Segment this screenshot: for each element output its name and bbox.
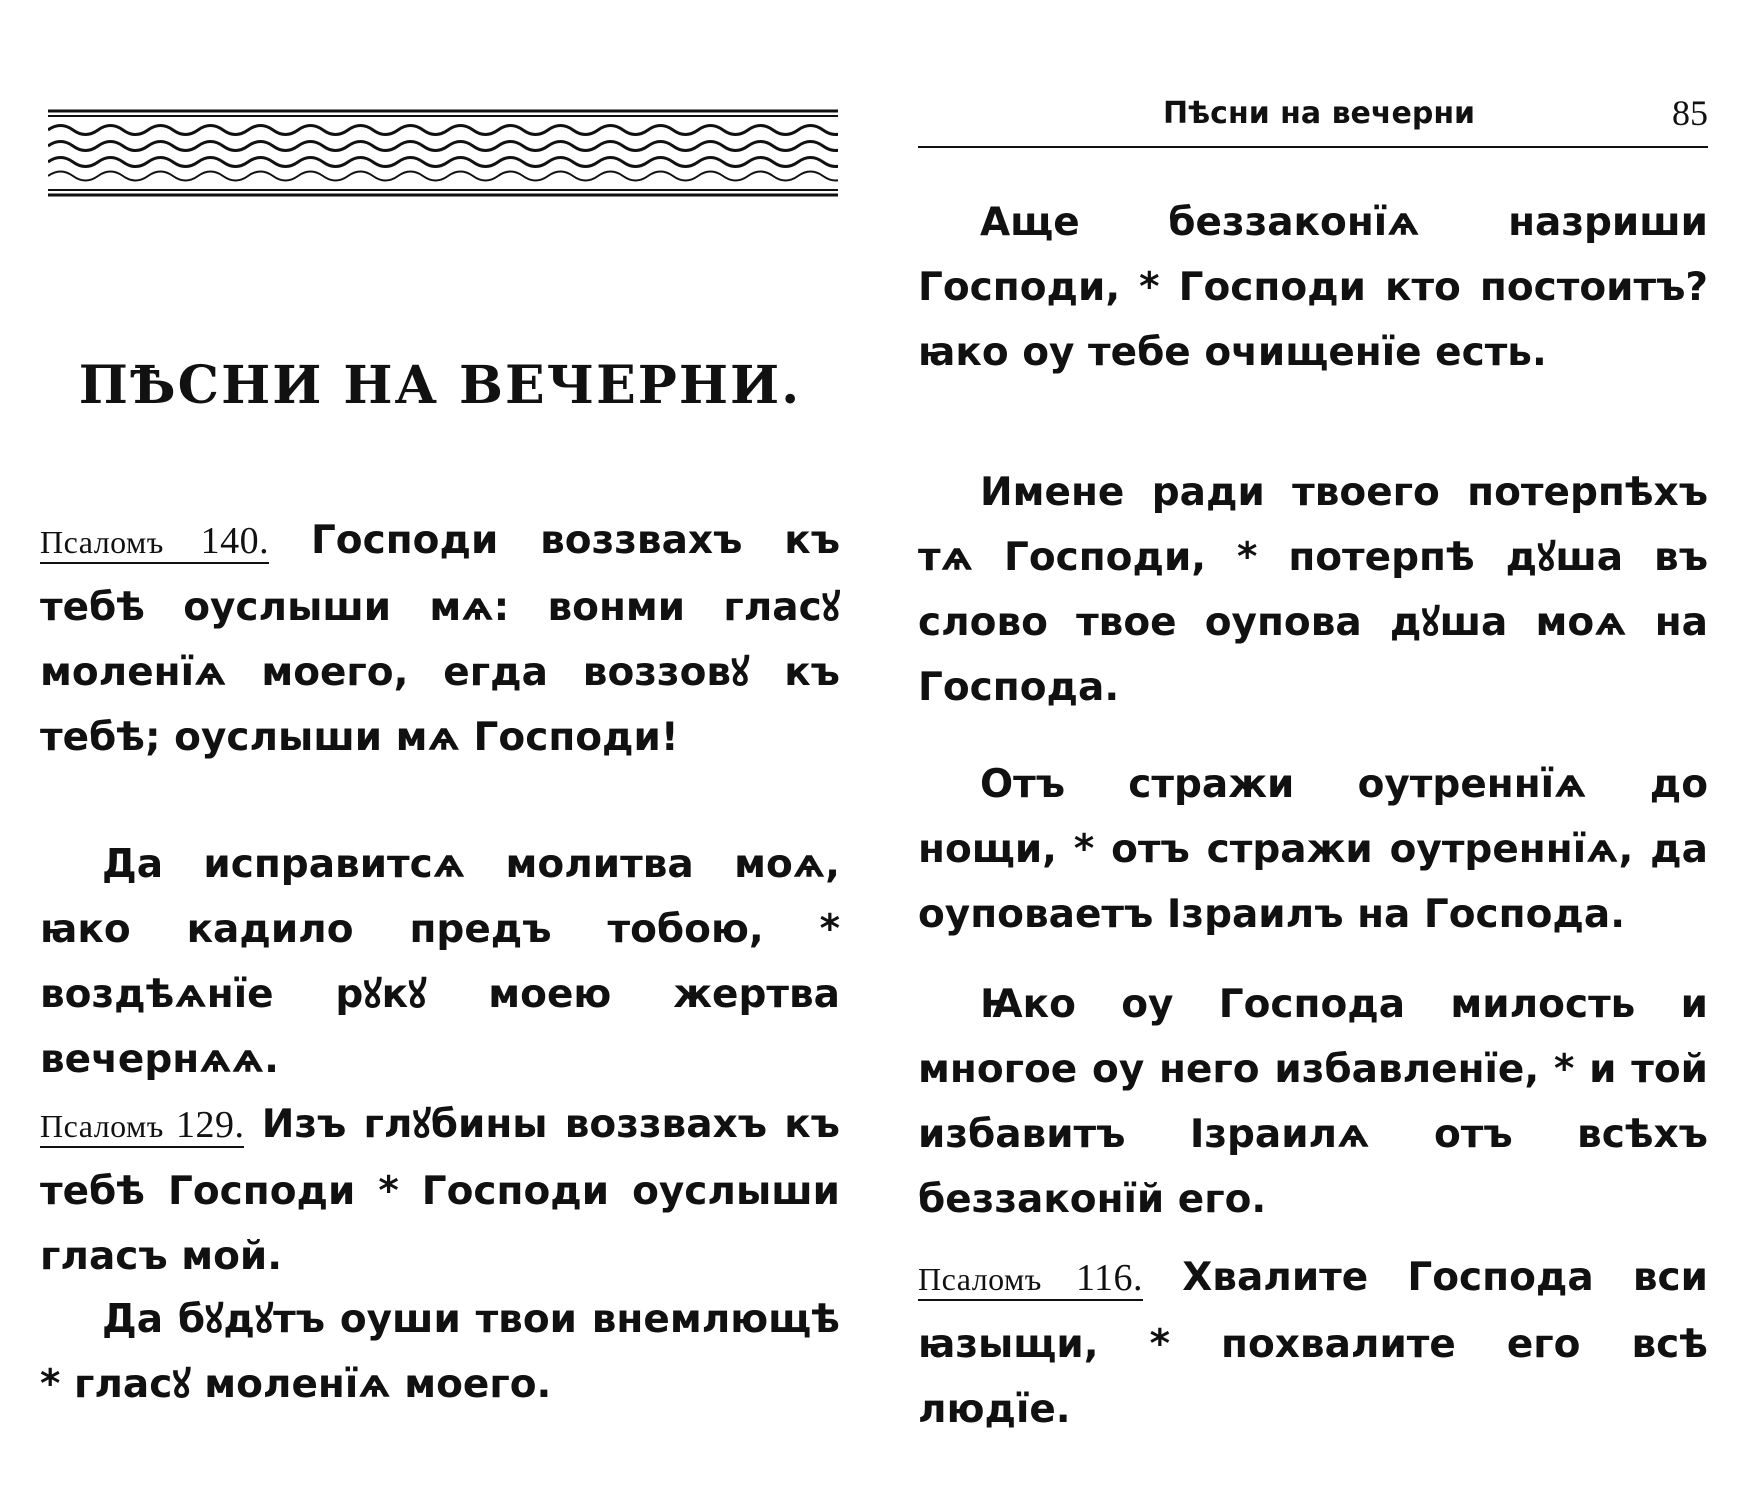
- verse-4: Да бꙋдꙋтъ оуши твои внемлющѣ * гласꙋ моленїѧ моего.: [40, 1297, 840, 1407]
- wave-line: [48, 158, 838, 167]
- wave-line: [48, 142, 838, 151]
- verse-4: Ꙗко оу Господа милость и многое оу него избавленїе, * и той избавитъ Ізраилѧ отъ всѣхъ беззаконїй его.: [918, 982, 1708, 1222]
- wave-line: [48, 126, 838, 135]
- verse-3: Отъ стражи оутреннїѧ до нощи, * отъ стражи оутреннїѧ, да оуповаетъ Ізраилъ на Господа.: [918, 762, 1708, 937]
- psalm-116-verse: [918, 1245, 1708, 1442]
- psalm-label: Псаломъ 140.: [40, 520, 270, 562]
- psalm-140-verse: [40, 508, 840, 770]
- running-header: [918, 86, 1708, 148]
- verse-text: Господи воззвахъ къ тебѣ оуслыши мѧ: вонми гласꙋ моленїѧ моего, егда воззовꙋ къ тебѣ; оуслыши мѧ Господи!: [40, 518, 840, 760]
- right-page: [918, 0, 1708, 1500]
- psalm-129-verse: [40, 1092, 840, 1289]
- verse-text: Изъ глꙋбины воззвахъ къ тебѣ Господи * Господи оуслыши гласъ мой.: [40, 1102, 840, 1279]
- wave-headband-ornament: [48, 108, 838, 198]
- verse-1: Аще беззаконїѧ назриши Господи, * Господи кто постоитъ? ꙗко оу тебе очищенїе есть.: [918, 200, 1708, 375]
- running-title: Пѣсни на вечерни: [1163, 96, 1476, 131]
- wave-line: [48, 172, 838, 181]
- psalm-label: Псаломъ 116.: [918, 1257, 1144, 1299]
- verse-2: Имене ради твоего потерпѣхъ тѧ Господи, * потерпѣ дꙋша въ слово твое оупова дꙋша моѧ на Господа.: [918, 470, 1708, 710]
- page-title: ПѢСНИ НА ВЕЧЕРНИ.: [78, 355, 802, 416]
- verse-text: Хвалите Господа вси ꙗзыщи, * похвалите его всѣ людїе.: [918, 1255, 1708, 1432]
- psalm-label: Псаломъ 129.: [40, 1104, 245, 1146]
- left-page: [40, 0, 840, 1500]
- verse-2: Да исправитсѧ молитва моѧ, ꙗко кадило предъ тобою, * воздѣѧнїе рꙋкꙋ моею жертва вечернѧѧ.: [40, 842, 840, 1082]
- page-number: 85: [1672, 93, 1708, 133]
